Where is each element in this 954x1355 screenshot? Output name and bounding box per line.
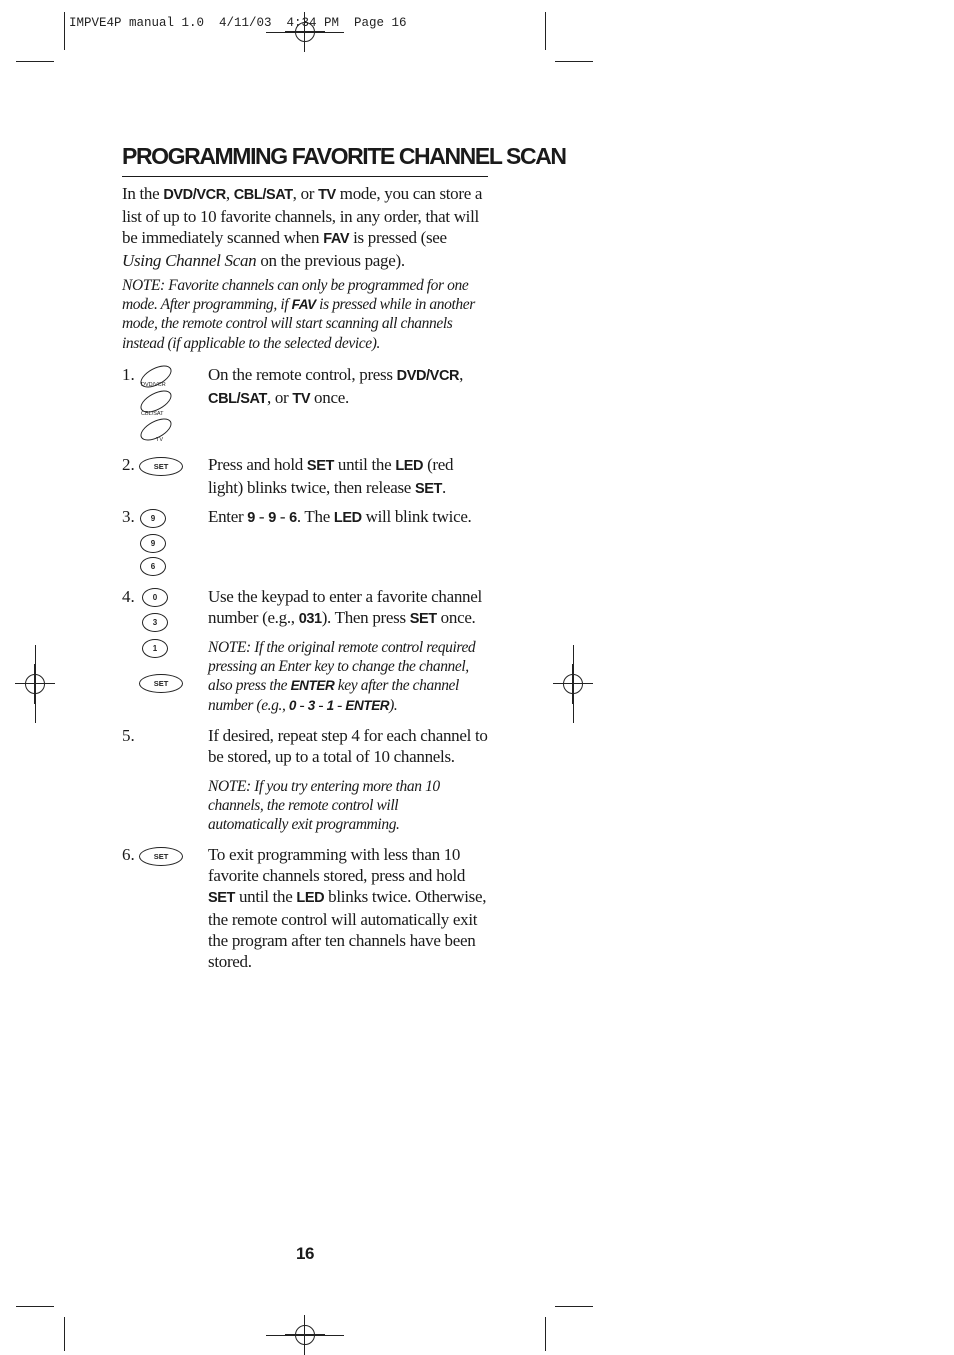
crop-mark [64, 12, 65, 50]
digit-0-button: 0 [142, 588, 168, 607]
step-number: 5. [122, 726, 135, 745]
set-button: SET [139, 847, 183, 866]
digit-6-button: 6 [140, 557, 166, 576]
button-label: CBL/SAT [141, 411, 164, 417]
page-number: 16 [296, 1244, 314, 1263]
intro-paragraph: In the DVD/VCR, CBL/SAT, or TV mode, you can store a list of up to 10 favorite channels, in any order, that will be immediately scanned when FAV is pressed (see Using Channel Scan on the previous page). [122, 184, 483, 270]
registration-mark-icon [16, 665, 54, 703]
step-3-text: Enter 9 - 9 - 6. The LED will blink twice. [208, 507, 472, 526]
crop-mark [16, 1306, 54, 1307]
step-4-text: Use the keypad to enter a favorite channel number (e.g., 031). Then press SET once. [208, 587, 482, 627]
step-5-text: If desired, repeat step 4 for each channel to be stored, up to a total of 10 channels. [208, 726, 488, 766]
crop-mark [555, 61, 593, 62]
digit-1-button: 1 [142, 639, 168, 658]
step-number: 3. [122, 507, 135, 526]
registration-mark-icon [554, 665, 592, 703]
step-1-text: On the remote control, press DVD/VCR, CBL/SAT, or TV once. [208, 365, 464, 407]
digit-9-button: 9 [140, 509, 166, 528]
note-max-channels: NOTE: If you try entering more than 10 channels, the remote control will automatically exit programming. [208, 778, 440, 834]
registration-mark-icon [286, 1316, 324, 1354]
crop-mark [545, 1317, 546, 1351]
crop-mark [16, 61, 54, 62]
step-number: 6. [122, 845, 135, 864]
note-enter-key: NOTE: If the original remote control required pressing an Enter key to change the channel, also press the ENTER key after the channel number (e.g., 0 - 3 - 1 - ENTER). [208, 639, 476, 714]
crop-mark [555, 1306, 593, 1307]
step-2-text: Press and hold SET until the LED (red light) blinks twice, then release SET. [208, 455, 454, 497]
digit-9-button: 9 [140, 534, 166, 553]
page-title: PROGRAMMING FAVORITE CHANNEL SCAN [122, 139, 488, 177]
button-label: DVD/VCR [141, 382, 166, 388]
digit-3-button: 3 [142, 613, 168, 632]
print-slug: IMPVE4P manual 1.0 4/11/03 4:34 PM Page 16 [69, 16, 407, 30]
step-6-text: To exit programming with less than 10 favorite channels stored, press and hold SET until the LED blinks twice. Otherwise, the remote control will automatically exit the program after ten channels have been stored. [208, 845, 487, 971]
step-number: 1. [122, 365, 135, 384]
set-button: SET [139, 674, 183, 693]
button-label: TV [156, 437, 164, 443]
crop-mark [64, 1317, 65, 1351]
note-favorite-mode: NOTE: Favorite channels can only be programmed for one mode. After programming, if FAV is pressed while in another mode, the remote control will start scanning all channels instead (if applicable to the selected device). [122, 277, 475, 352]
step-number: 4. [122, 587, 135, 606]
step-number: 2. [122, 455, 135, 474]
crop-mark [545, 12, 546, 50]
set-button: SET [139, 457, 183, 476]
